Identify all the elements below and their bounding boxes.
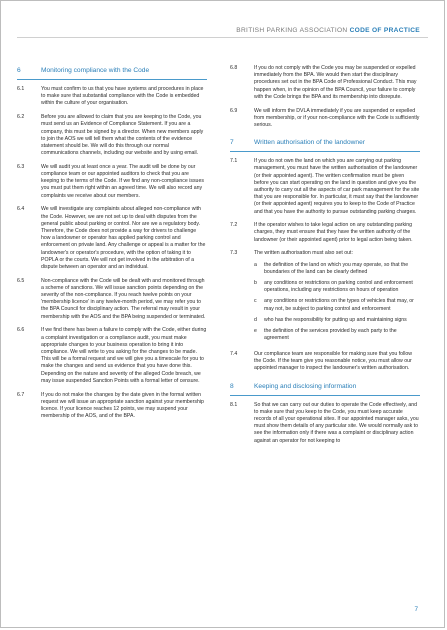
sub-item-list bbox=[254, 262, 420, 343]
clause-7-1 bbox=[230, 158, 420, 216]
clause-number: 6.6 bbox=[17, 327, 25, 334]
section-title: Keeping and disclosing information bbox=[254, 382, 357, 390]
section-number: 7 bbox=[230, 139, 234, 147]
clause-number: 7.3 bbox=[230, 250, 238, 257]
header-rule bbox=[17, 37, 428, 38]
clause-number: 6.9 bbox=[230, 107, 238, 114]
clause-6-1 bbox=[17, 86, 207, 108]
clause-number: 6.4 bbox=[17, 206, 25, 213]
clause-text: We will audit you at least once a year. The audit will be done by our compliance team or our appointed auditors to check that you are keeping to the terms of the Code. If we find any non-compliance issues you must put them right within an agreed time. We will also record any complaints we receive about our members. bbox=[41, 163, 204, 199]
clause-text: If the operator wishes to take legal action on any outstanding parking charges, they must ensure that they have the written authority of the landowner (or their appointed agent) prior to legal action being taken. bbox=[254, 222, 413, 243]
clause-number: 7.2 bbox=[230, 222, 238, 229]
clause-number: 6.7 bbox=[17, 391, 25, 398]
clause-6-2 bbox=[17, 114, 207, 157]
section-heading-7 bbox=[230, 139, 420, 152]
clause-text: If we find there has been a failure to comply with the Code, either during a complaint investigation or a compliance audit, you must make appropriate changes to your business operation to bring it into compliance. We will write to you asking for the changes to be made. This will be a formal request and we will give you a timescale for you to make the changes and send us evidence that you have done this. Depending on the nature and severity of the alleged Code breach, we may issue suspended Sanction Points with a formal letter of censure. bbox=[41, 327, 207, 384]
clause-number: 6.5 bbox=[17, 277, 25, 284]
header-organisation: BRITISH PARKING ASSOCIATION bbox=[236, 27, 348, 34]
clause-number: 7.4 bbox=[230, 350, 238, 357]
sub-item-text: the definition of the services provided by each party to the agreement bbox=[264, 327, 397, 342]
right-column bbox=[230, 65, 420, 451]
clause-6-8 bbox=[230, 65, 420, 101]
clause-number: 6.8 bbox=[230, 65, 238, 71]
clause-text: If you do not make the changes by the date given in the formal written request we will issue an appropriate sanction against your membership licence. If your licence reaches 12 points, we may suspend your membership of the AOS, and of the BPA. bbox=[41, 391, 204, 420]
section-heading-6 bbox=[17, 67, 207, 80]
clause-6-5 bbox=[17, 278, 207, 321]
clause-text: We will investigate any complaints about alleged non-compliance with the Code. However, we are not set up to deal with disputes from the general public about parking or control. Nor are we a regulatory body. Therefore, the Code does not provide a way for drivers to challenge how a landowner or operator has applied parking control and enforcement on private land. Any challenge or appeal is a matter for the landowner's or operator's procedure, with the option of taking it to POPLA or the courts. We will not get involved in the arbitration of a dispute between an operator and an individual. bbox=[41, 206, 206, 270]
clause-number: 7.1 bbox=[230, 158, 238, 165]
sub-item-text: any conditions or restrictions on parking control and enforcement operations, including any restrictions on hours of operation bbox=[264, 279, 413, 294]
sub-item-b bbox=[254, 280, 420, 294]
clause-number: 6.2 bbox=[17, 114, 25, 121]
sub-item-letter: e bbox=[254, 327, 257, 334]
clause-text: You must confirm to us that you have systems and procedures in place to make sure that substantial compliance with the Code is embedded within the culture of your organisation. bbox=[41, 86, 204, 107]
clause-number: 6.1 bbox=[17, 86, 25, 92]
clause-text: Our compliance team are responsible for making sure that you follow the Code. If the team give you reasonable notice, you must allow our appointed manager to inspect the landowner's written authorisation. bbox=[254, 350, 413, 372]
clause-6-9 bbox=[230, 108, 420, 130]
clause-number: 6.3 bbox=[17, 163, 25, 170]
section-title: Written authorisation of the landowner bbox=[254, 139, 365, 147]
clause-7-3 bbox=[230, 250, 420, 344]
section-number: 8 bbox=[230, 382, 234, 390]
clause-8-1 bbox=[230, 402, 420, 445]
sub-item-text: any conditions or restrictions on the types of vehicles that may, or may not, be subject to parking control and enforcement bbox=[264, 298, 414, 312]
section-title: Monitoring compliance with the Code bbox=[41, 67, 150, 74]
clause-6-6 bbox=[17, 327, 207, 385]
clause-text: We will inform the DVLA immediately if you are suspended or expelled from membership, or if your non-compliance with the Code is sufficiently serious. bbox=[254, 107, 420, 128]
sub-item-d bbox=[254, 317, 420, 324]
sub-item-letter: c bbox=[254, 298, 257, 305]
clause-6-4 bbox=[17, 206, 207, 271]
clause-7-2 bbox=[230, 222, 420, 244]
clause-text: Non-compliance with the Code will be dealt with and monitored through a scheme of sanctions. We will issue sanction points depending on the severity of the non-compliance. If you reach twelve points on your 'membership licence' in any twelve-month period, we may refer you to the BPA Council for disciplinary action. The referral may result in your membership with the AOS and the BPA being suspended or terminated. bbox=[41, 277, 206, 320]
sub-item-letter: d bbox=[254, 316, 257, 323]
clause-text: So that we can carry out our duties to operate the Code effectively, and to make sure that you keep to the Code, you must keep accurate records of all your operational sites. If our appointed manager asks, you must show them details of any particular site. We would normally ask to see the information only if there was a complaint or disciplinary action against an operator for not keeping to bbox=[254, 401, 419, 444]
section-number: 6 bbox=[17, 67, 21, 74]
running-header bbox=[236, 27, 420, 34]
header-document-title: CODE OF PRACTICE bbox=[349, 27, 420, 34]
sub-item-letter: b bbox=[254, 279, 257, 286]
clause-6-3 bbox=[17, 164, 207, 200]
left-column bbox=[17, 65, 207, 427]
sub-item-c bbox=[254, 298, 420, 312]
clause-7-4 bbox=[230, 351, 420, 373]
clause-text: If you do not comply with the Code you may be suspended or expelled immediately from the BPA. We would then start the disciplinary procedures set out in the BPA Code of Professional Conduct. This may happen when, in the opinion of the BPA Council, your failure to comply with the Code brings the BPA and its membership into disrepute. bbox=[254, 65, 417, 100]
clause-text: Before you are allowed to claim that you are keeping to the Code, you must send us an Evidence of Compliance Statement. If you are a company, this must be signed by a director. When new members apply to join the AOS we will tell them what the contents of the evidence statement should be. We will do this through our normal communications channels, including our website and by using email. bbox=[41, 114, 204, 157]
clause-6-7 bbox=[17, 392, 207, 421]
sub-item-letter: a bbox=[254, 261, 257, 268]
sub-item-text: who has the responsibility for putting up and maintaining signs bbox=[264, 316, 407, 323]
clause-number: 8.1 bbox=[230, 401, 238, 408]
section-heading-8 bbox=[230, 383, 420, 396]
sub-item-e bbox=[254, 328, 420, 342]
clause-text: The written authorisation must also set out: bbox=[254, 250, 353, 257]
sub-item-text: the definition of the land on which you may operate, so that the boundaries of the land can be clearly defined bbox=[264, 261, 409, 275]
sub-item-a bbox=[254, 262, 420, 276]
page-number: 7 bbox=[414, 606, 418, 613]
clause-text: If you do not own the land on which you are carrying out parking management, you must have the written authorisation of the landowner (or their appointed agent). The written confirmation must be given before you can start operating on the land in question and give you the authority to carry out all the aspects of car park management for the site that you are responsible for. In particular, it must say that the landowner (or their appointed agent) requires you to keep to the Code of Practice and that you have the authority to pursue outstanding parking charges. bbox=[254, 158, 420, 215]
